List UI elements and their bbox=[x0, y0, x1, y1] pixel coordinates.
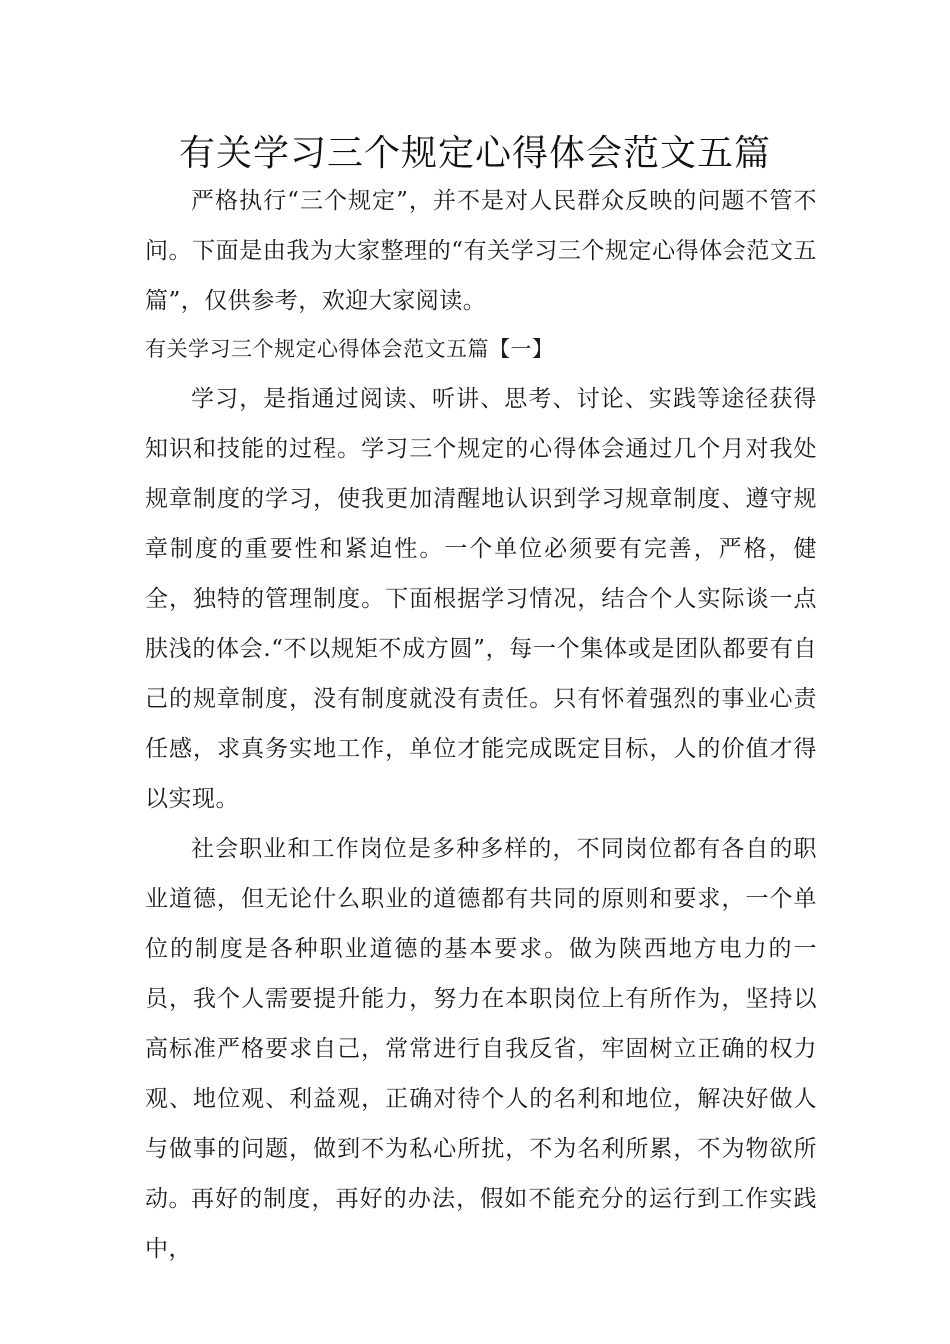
body-paragraph: 学习，是指通过阅读、听讲、思考、讨论、实践等途径获得知识和技能的过程。学习三个规定的心得体会通过几个月对我处规章制度的学习，使我更加清醒地认识到学习规章制度、遵守规章制度的重要性和紧迫性。一个单位必须要有完善，严格，健全，独特的管理制度。下面根据学习情况，结合个人实际谈一点肤浅的体会.“不以规矩不成方圆”，每一个集体或是团队都要有自己的规章制度，没有制度就没有责任。只有怀着强烈的事业心责任感，求真务实地工作，单位才能完成既定目标，人的价值才得以实现。 bbox=[145, 386, 817, 812]
body-paragraph: 再好的制度，再好的办法，假如不能充分的运行到工作实践中， bbox=[145, 1186, 817, 1262]
paragraph-block-3 bbox=[145, 1174, 817, 1274]
intro-block bbox=[145, 176, 817, 326]
paragraph-block-1 bbox=[145, 374, 817, 824]
paragraph-block-2 bbox=[145, 824, 817, 1224]
intro-paragraph: 严格执行“三个规定”，并不是对人民群众反映的问题不管不问。下面是由我为大家整理的“有关学习三个规定心得体会范文五篇”，仅供参考，欢迎大家阅读。 bbox=[145, 188, 817, 314]
body-paragraph: 社会职业和工作岗位是多种多样的，不同岗位都有各自的职业道德，但无论什么职业的道德都有共同的原则和要求，一个单位的制度是各种职业道德的基本要求。做为陕西地方电力的一员，我个人需要提升能力，努力在本职岗位上有所作为，坚持以高标准严格要求自己，常常进行自我反省，牢固树立正确的权力观、地位观、利益观，正确对待个人的名利和地位，解决好做人与做事的问题，做到不为私心所扰，不为名利所累，不为物欲所动。 bbox=[145, 836, 817, 1212]
document-title: 有关学习三个规定心得体会范文五篇 bbox=[178, 133, 771, 174]
section-heading: 有关学习三个规定心得体会范文五篇【一】 bbox=[145, 337, 554, 361]
